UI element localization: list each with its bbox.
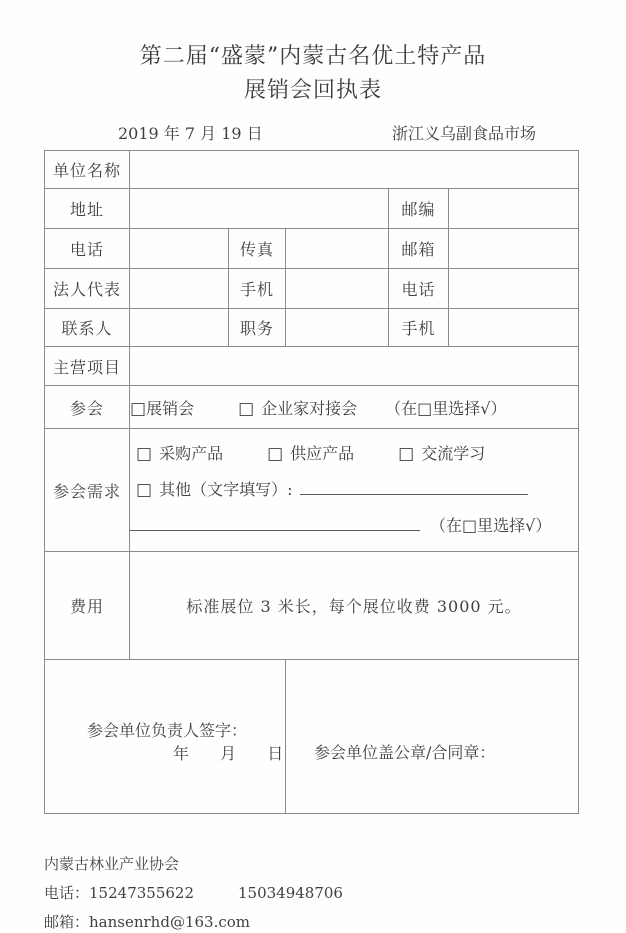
legal-mobile-label: 手机	[229, 269, 286, 309]
page-title	[0, 0, 626, 108]
seal-cell	[286, 660, 579, 814]
contact-value	[130, 309, 229, 347]
signature-title: 参会单位负责人签字：	[87, 720, 248, 740]
legal-mobile-value	[286, 269, 389, 309]
fee-content: 标准展位 3 米长，每个展位收费 3000 元。	[130, 552, 579, 660]
year-label: 年	[173, 743, 190, 763]
legal-phone-label: 电话	[389, 269, 449, 309]
title-line-1: 第二届“盛蒙”内蒙古名优土特产品	[139, 44, 487, 69]
checkbox-icon: □	[238, 398, 255, 419]
month-label: 月	[220, 743, 237, 763]
email-value	[449, 229, 579, 269]
signature-date-line	[173, 741, 285, 764]
needs-line-3	[130, 508, 578, 544]
checkbox-icon: □	[398, 444, 415, 464]
row-unit-name	[45, 151, 579, 189]
checkbox-icon: □	[130, 398, 147, 419]
email-label: 邮箱	[389, 229, 449, 269]
needs-option-exchange: 交流学习	[421, 444, 486, 463]
reply-form-table	[44, 150, 579, 814]
main-business-value	[130, 347, 579, 386]
unit-name-value	[130, 151, 579, 189]
organizer-name: 内蒙古林业产业协会	[44, 855, 180, 873]
fax-value	[286, 229, 389, 269]
needs-label: 参会需求	[45, 429, 130, 552]
needs-options	[130, 429, 579, 552]
phone-label: 电话	[45, 229, 130, 269]
main-business-label: 主营项目	[45, 347, 130, 386]
contact-mobile-value	[449, 309, 579, 347]
unit-name-label: 单位名称	[45, 151, 130, 189]
event-date: 2019 年 7 月 19 日	[118, 123, 263, 143]
row-phone-fax-email	[45, 229, 579, 269]
needs-option-purchase: 采购产品	[159, 444, 224, 463]
postcode-value	[449, 189, 579, 229]
attend-option-exhibition: 展销会	[146, 398, 195, 418]
position-value	[286, 309, 389, 347]
position-label: 职务	[229, 309, 286, 347]
row-main-business	[45, 347, 579, 386]
organizer-email: hansenrhd@163.com	[89, 913, 251, 931]
attend-label: 参会	[45, 386, 130, 429]
date-venue-line	[44, 120, 582, 144]
row-legal-rep	[45, 269, 579, 309]
organizer-phone-line	[44, 879, 626, 908]
address-value	[130, 189, 389, 229]
row-signature	[45, 660, 579, 814]
row-attend	[45, 386, 579, 429]
attend-option-matchmaking: 企业家对接会	[261, 398, 358, 418]
fee-label: 费用	[45, 552, 130, 660]
signature-cell	[45, 660, 286, 814]
other-fill-in-blank	[300, 480, 528, 495]
seal-title: 参会单位盖公章/合同章：	[314, 743, 496, 762]
phone-value	[130, 229, 229, 269]
organizer-phone-label: 电话：	[44, 884, 90, 902]
fax-label: 传真	[229, 229, 286, 269]
checkbox-icon: □	[267, 444, 284, 464]
legal-rep-label: 法人代表	[45, 269, 130, 309]
needs-option-other: 其他（文字填写）:	[159, 480, 293, 499]
contact-mobile-label: 手机	[389, 309, 449, 347]
organizer-footer	[44, 850, 626, 933]
needs-option-supply: 供应产品	[290, 444, 355, 463]
attend-hint: （在□里选择√）	[385, 398, 507, 418]
legal-phone-value	[449, 269, 579, 309]
row-needs	[45, 429, 579, 552]
other-fill-in-blank-2	[130, 516, 420, 531]
day-label: 日	[267, 743, 284, 763]
row-fee	[45, 552, 579, 660]
contact-label: 联系人	[45, 309, 130, 347]
attend-options	[130, 386, 579, 429]
needs-line-2	[130, 472, 578, 508]
checkbox-icon: □	[136, 480, 153, 500]
legal-rep-value	[130, 269, 229, 309]
organizer-phone-2: 15034948706	[238, 884, 343, 902]
organizer-email-line	[44, 908, 626, 933]
event-venue: 浙江义乌副食品市场	[391, 123, 536, 143]
address-label: 地址	[45, 189, 130, 229]
title-line-2: 展销会回执表	[243, 78, 382, 103]
organizer-email-label: 邮箱：	[44, 913, 90, 931]
needs-line-1	[130, 436, 578, 472]
organizer-phone-1: 15247355622	[89, 884, 194, 902]
needs-hint: （在□里选择√）	[430, 516, 552, 535]
row-address	[45, 189, 579, 229]
postcode-label: 邮编	[389, 189, 449, 229]
row-contact-person	[45, 309, 579, 347]
checkbox-icon: □	[136, 444, 153, 464]
